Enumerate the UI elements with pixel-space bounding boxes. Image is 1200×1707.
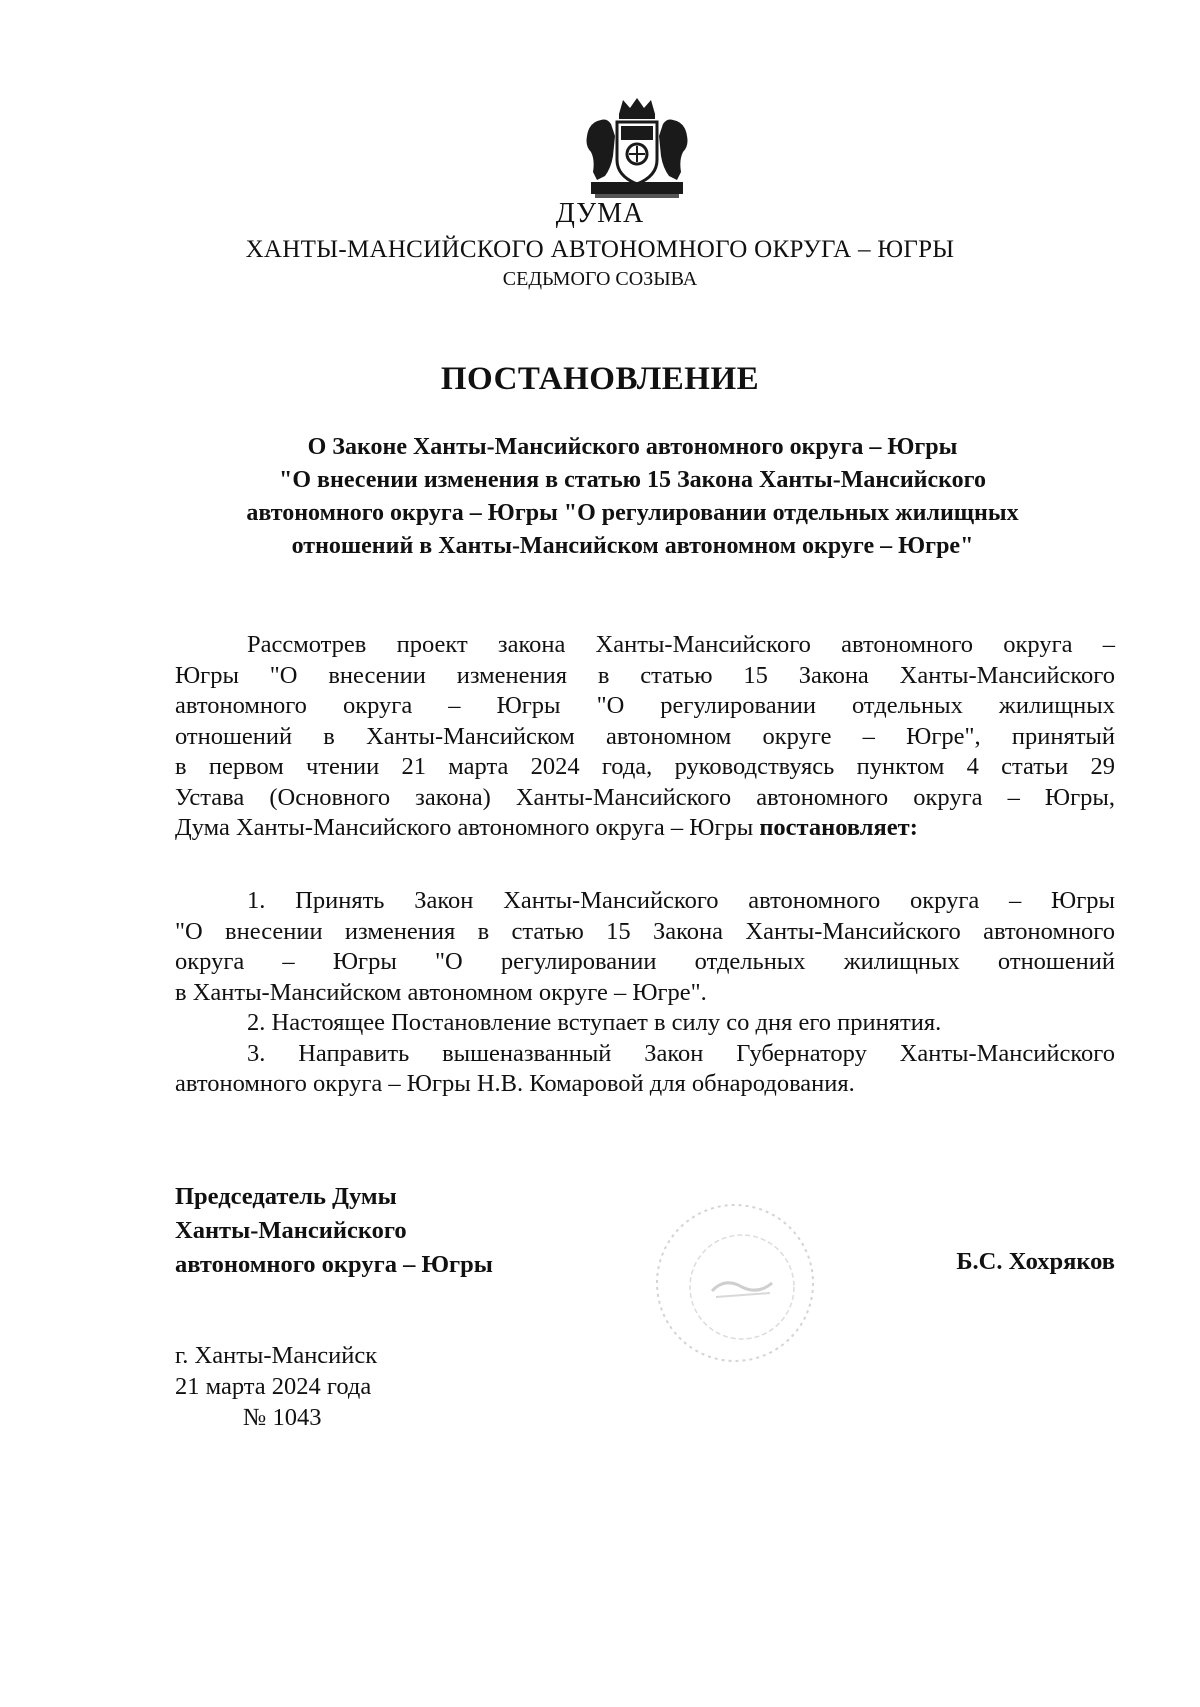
signer-name: Б.С. Хохряков bbox=[956, 1248, 1115, 1275]
coat-of-arms-icon bbox=[583, 96, 691, 200]
subject-line: "О внесении изменения в статью 15 Закона Ханты-Мансийского bbox=[279, 467, 986, 493]
preamble-line: отношений в Ханты-Мансийском автономном округе – Югре", принятый bbox=[175, 722, 1115, 750]
issue-details bbox=[175, 1340, 377, 1433]
item1-line: в Ханты-Мансийском автономном округе – Югре". bbox=[175, 978, 707, 1006]
preamble-line: автономного округа – Югры "О регулировании отдельных жилищных bbox=[175, 692, 1115, 719]
document-type-title: ПОСТАНОВЛЕНИЕ bbox=[440, 361, 760, 397]
preamble-line: Рассмотрев проект закона Ханты-Мансийского автономного округа – bbox=[247, 631, 1115, 658]
resolution-items bbox=[175, 886, 1115, 1100]
item3-line: 3. Направить вышеназванный Закон Губернатору Ханты-Мансийского bbox=[247, 1039, 1115, 1067]
seal-stamp-icon bbox=[650, 1195, 820, 1370]
item2-line: 2. Настоящее Постановление вступает в силу со дня его принятия. bbox=[247, 1009, 942, 1036]
signer-title bbox=[175, 1180, 493, 1282]
document-subject bbox=[170, 431, 1095, 563]
preamble-last-line bbox=[175, 813, 1115, 844]
organization-name: ДУМА bbox=[555, 198, 645, 229]
subject-line: автономного округа – Югры "О регулировании отдельных жилищных bbox=[246, 500, 1019, 526]
item1-line: "О внесении изменения в статью 15 Закона Ханты-Мансийского автономного bbox=[175, 917, 1115, 945]
document-number: № 1043 bbox=[243, 1404, 322, 1431]
resolves-word: постановляет: bbox=[759, 814, 918, 841]
issue-date: 21 марта 2024 года bbox=[175, 1373, 372, 1400]
subject-line: О Законе Ханты-Мансийского автономного округа – Югры bbox=[307, 434, 958, 460]
signer-title-line: Ханты-Мансийского bbox=[175, 1217, 407, 1244]
preamble-line: в первом чтении 21 марта 2024 года, руководствуясь пунктом 4 статьи 29 bbox=[175, 753, 1115, 780]
preamble-paragraph bbox=[175, 630, 1115, 844]
subject-line: отношений в Ханты-Мансийском автономном округе – Югре" bbox=[291, 533, 974, 559]
item1-line: 1. Принять Закон Ханты-Мансийского автономного округа – Югры bbox=[247, 887, 1115, 914]
convocation: СЕДЬМОГО СОЗЫВА bbox=[502, 268, 698, 290]
preamble-line: Устава (Основного закона) Ханты-Мансийского автономного округа – Югры, bbox=[175, 783, 1115, 811]
signer-title-line: автономного округа – Югры bbox=[175, 1251, 493, 1278]
preamble-line: Югры "О внесении изменения в статью 15 Закона Ханты-Мансийского bbox=[175, 661, 1115, 689]
region-name: ХАНТЫ-МАНСИЙСКОГО АВТОНОМНОГО ОКРУГА – ЮГРЫ bbox=[245, 236, 955, 263]
issue-place: г. Ханты-Мансийск bbox=[175, 1342, 378, 1369]
item3-line: автономного округа – Югры Н.В. Комаровой для обнародования. bbox=[175, 1070, 855, 1097]
preamble-line: Дума Ханты-Мансийского автономного округа – Югры bbox=[175, 814, 760, 841]
item1-line: округа – Югры "О регулировании отдельных жилищных отношений bbox=[175, 948, 1115, 975]
signer-title-line: Председатель Думы bbox=[175, 1183, 397, 1210]
